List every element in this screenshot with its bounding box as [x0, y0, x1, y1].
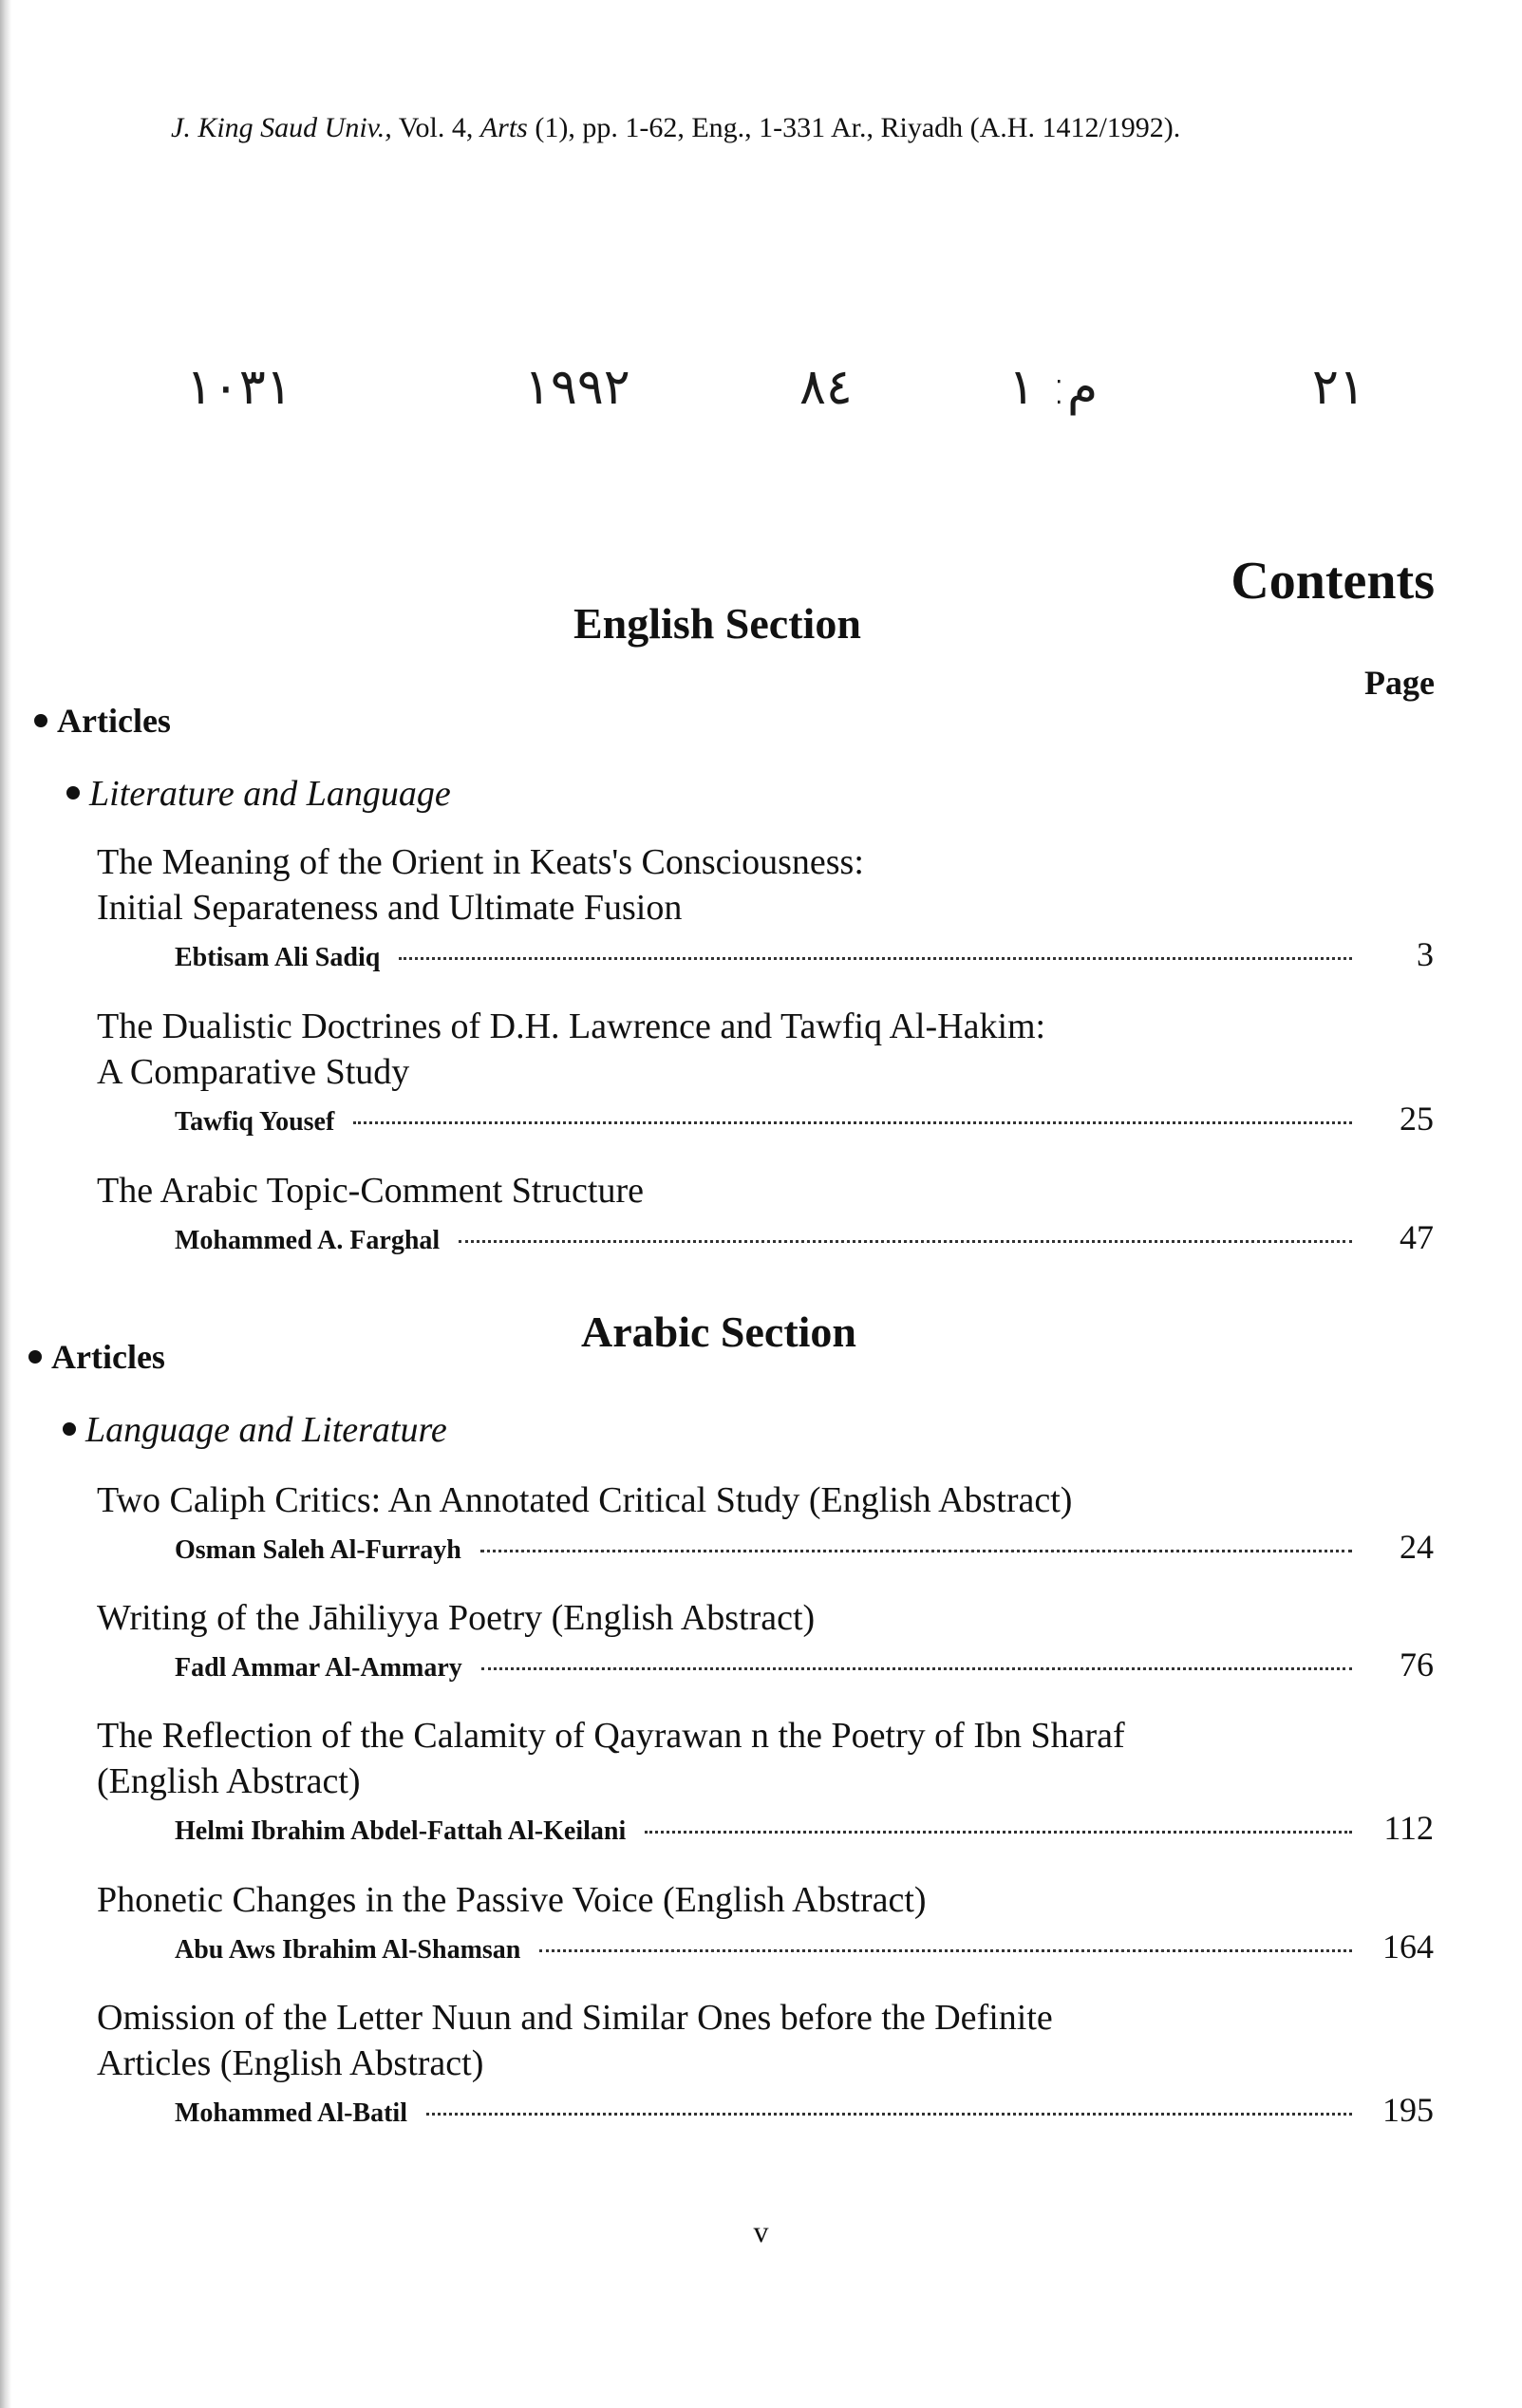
handwritten-note-4: م: ١: [1008, 359, 1099, 416]
bullet-icon: [34, 714, 47, 727]
entry-title: The Reflection of the Calamity of Qayrawan n the Poetry of Ibn Sharaf (English Abstract): [97, 1716, 1125, 1801]
entry-title: Phonetic Changes in the Passive Voice (English Abstract): [97, 1880, 927, 1920]
entry-page-number: 24: [1400, 1528, 1434, 1566]
dot-leader: [353, 1121, 1352, 1124]
dot-leader: [539, 1949, 1352, 1952]
dot-leader: [645, 1831, 1352, 1834]
bullet-icon: [66, 786, 80, 800]
entry-title: The Meaning of the Orient in Keats's Consciousness: Initial Separateness and Ultimate Fusion: [97, 842, 864, 928]
toc-entry-arabic-2: [97, 1595, 1434, 1684]
arabic-section-heading: Arabic Section: [581, 1307, 857, 1356]
entry-title: The Arabic Topic-Comment Structure: [97, 1171, 644, 1211]
bullet-icon: [63, 1422, 76, 1436]
english-section-heading: English Section: [573, 599, 861, 648]
handwritten-note-1: ١٠٣١: [186, 359, 292, 416]
dot-leader: [399, 957, 1352, 960]
entry-author: Osman Saleh Al-Furrayh: [175, 1535, 461, 1565]
journal-citation: [171, 112, 1180, 144]
page-column-label: Page: [1364, 664, 1435, 702]
dot-leader: [481, 1667, 1352, 1670]
entry-author: Tawfiq Yousef: [175, 1107, 335, 1137]
toc-entry-arabic-1: [97, 1477, 1434, 1567]
toc-entry-arabic-3: [97, 1713, 1434, 1848]
citation-volume: Vol. 4,: [391, 112, 480, 143]
english-subcategory: Literature and Language: [66, 773, 451, 815]
toc-entry-english-1: [97, 839, 1434, 974]
arabic-articles-category: Articles: [28, 1337, 165, 1377]
toc-entry-arabic-5: [97, 1995, 1434, 2130]
entry-author: Ebtisam Ali Sadiq: [175, 943, 381, 972]
citation-arts: Arts: [479, 112, 528, 143]
entry-title: Two Caliph Critics: An Annotated Critical Study (English Abstract): [97, 1480, 1073, 1520]
citation-journal: J. King Saud Univ.,: [171, 112, 392, 143]
entry-page-number: 76: [1400, 1646, 1434, 1684]
entry-author: Helmi Ibrahim Abdel-Fattah Al-Keilani: [175, 1816, 627, 1846]
toc-entry-english-2: [97, 1004, 1434, 1138]
entry-page-number: 112: [1383, 1809, 1434, 1847]
entry-page-number: 3: [1417, 935, 1434, 973]
entry-page-number: 164: [1382, 1928, 1434, 1966]
handwritten-note-2: ١٩٩٢: [524, 359, 630, 416]
entry-page-number: 195: [1382, 2091, 1434, 2129]
scan-edge-shadow: [0, 0, 11, 2408]
dot-leader: [459, 1240, 1352, 1243]
handwritten-note-3: ٨٤: [799, 359, 853, 416]
handwritten-note-5: ٢١: [1312, 359, 1365, 416]
arabic-subcategory: Language and Literature: [63, 1409, 447, 1451]
entry-author: Fadl Ammar Al-Ammary: [175, 1653, 462, 1683]
toc-entry-english-3: [97, 1168, 1434, 1257]
bullet-icon: [28, 1350, 42, 1364]
entry-title: Writing of the Jāhiliyya Poetry (English Abstract): [97, 1598, 816, 1638]
page-folio: v: [753, 2214, 769, 2248]
entry-author: Mohammed Al-Batil: [175, 2098, 407, 2128]
dot-leader: [480, 1550, 1352, 1552]
entry-page-number: 47: [1400, 1218, 1434, 1256]
citation-rest: (1), pp. 1-62, Eng., 1-331 Ar., Riyadh (A.H. 1412/1992).: [527, 112, 1181, 143]
entry-author: Mohammed A. Farghal: [175, 1226, 441, 1255]
english-articles-category: Articles: [34, 701, 171, 741]
toc-entry-arabic-4: [97, 1877, 1434, 1966]
entry-title: The Dualistic Doctrines of D.H. Lawrence and Tawfiq Al-Hakim: A Comparative Study: [97, 1006, 1046, 1092]
entry-page-number: 25: [1400, 1100, 1434, 1138]
contents-title: Contents: [1231, 552, 1435, 611]
dot-leader: [426, 2113, 1352, 2116]
entry-author: Abu Aws Ibrahim Al-Shamsan: [175, 1935, 521, 1965]
entry-title: Omission of the Letter Nuun and Similar Ones before the Definite Articles (English Abstract): [97, 1998, 1053, 2083]
